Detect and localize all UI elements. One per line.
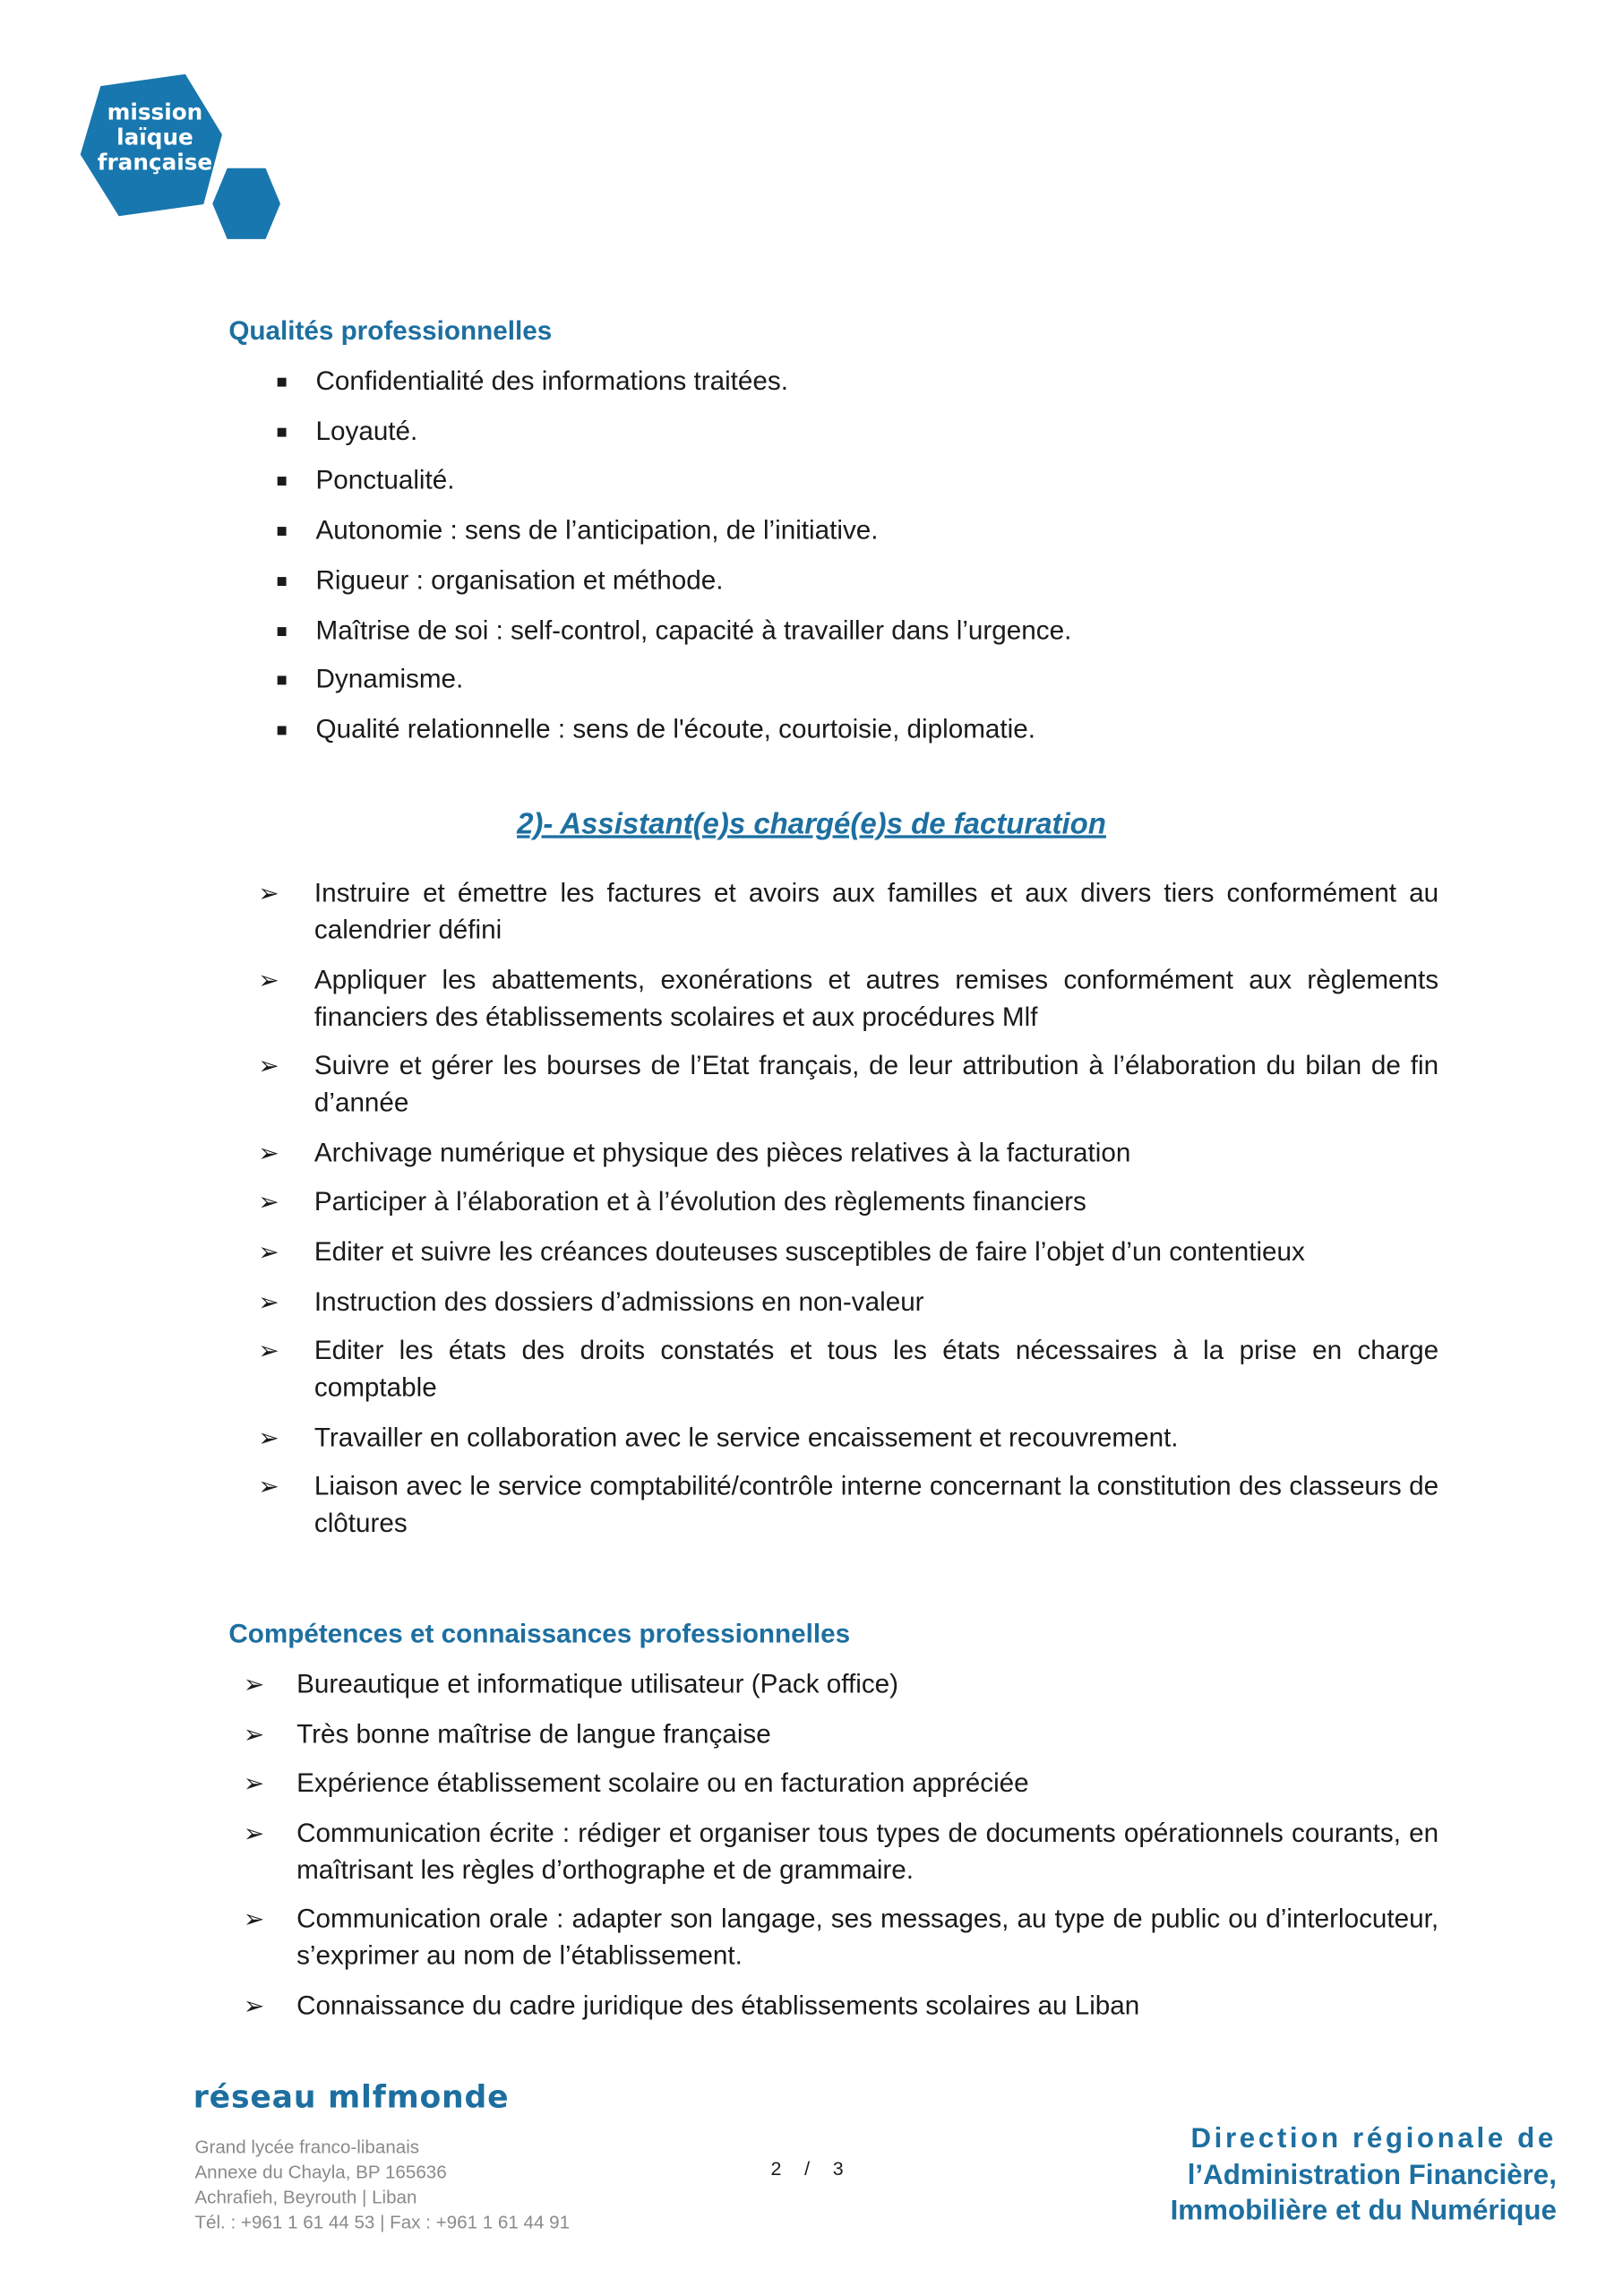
list-item: Ponctualité.	[278, 457, 1429, 507]
list-item: Autonomie : sens de l’anticipation, de l’initiative.	[278, 506, 1429, 556]
list-item: ➢ Editer et suivre les créances douteuses susceptibles de faire l’objet d’un contentieux	[258, 1234, 1438, 1270]
footer-address	[194, 2136, 570, 2236]
competences-list	[244, 1666, 1438, 2037]
square-bullet-icon	[278, 427, 287, 436]
direction-block	[1121, 2122, 1557, 2231]
arrow-bullet-icon: ➢	[243, 1905, 265, 1934]
list-item: ➢ Connaissance du cadre juridique des établissements scolaires au Liban	[244, 1988, 1438, 2025]
qualities-list	[278, 357, 1429, 755]
address-line: Achrafieh, Beyrouth | Liban	[194, 2187, 417, 2208]
competences-heading-wrap	[228, 1619, 850, 1650]
square-bullet-icon	[278, 527, 287, 536]
logo-text: mission laïque française	[97, 99, 213, 176]
square-bullet-icon	[278, 378, 287, 387]
address-line: Tél. : +961 1 61 44 53 | Fax : +961 1 61 44 91	[194, 2212, 571, 2233]
list-item: ➢ Communication écrite : rédiger et organiser tous types de documents opérationnels courants, en maîtrisant les règles d’orthographe et de grammaire.	[244, 1815, 1438, 1888]
arrow-bullet-icon: ➢	[258, 1052, 279, 1081]
direction-line: Direction régionale de	[1190, 2123, 1557, 2155]
list-item: Maîtrise de soi : self-control, capacité à travailler dans l’urgence.	[278, 606, 1429, 656]
list-item: Confidentialité des informations traitées.	[278, 357, 1429, 408]
list-item: ➢ Instruire et émettre les factures et avoirs aux familles et aux divers tiers conformément au calendrier défini	[258, 875, 1438, 949]
arrow-bullet-icon: ➢	[243, 1991, 265, 2021]
arrow-bullet-icon: ➢	[258, 1139, 279, 1167]
arrow-bullet-icon: ➢	[258, 879, 279, 908]
section-title: 2)- Assistant(e)s chargé(e)s de facturation	[517, 808, 1106, 841]
competences-heading: Compétences et connaissances professionnelles	[228, 1619, 851, 1649]
list-item: ➢ Participer à l’élaboration et à l’évolution des règlements financiers	[258, 1184, 1438, 1221]
list-item: Dynamisme.	[278, 656, 1429, 706]
list-item: ➢ Appliquer les abattements, exonérations et autres remises conformément aux règlements financiers des établissements scolaires et aux procédures Mlf	[258, 961, 1438, 1035]
arrow-bullet-icon: ➢	[258, 1188, 279, 1217]
square-bullet-icon	[278, 577, 287, 586]
arrow-bullet-icon: ➢	[258, 966, 279, 994]
list-item: ➢ Expérience établissement scolaire ou en facturation appréciée	[244, 1765, 1438, 1802]
arrow-bullet-icon: ➢	[258, 1473, 279, 1501]
responsibilities-list	[258, 875, 1438, 1555]
page-number: 2 / 3	[770, 2157, 853, 2180]
list-item: Rigueur : organisation et méthode.	[278, 556, 1429, 606]
qualities-heading: Qualités professionnelles	[228, 315, 553, 346]
list-item: ➢ Suivre et gérer les bourses de l’Etat français, de leur attribution à l’élaboration du bilan de fin d’année	[258, 1048, 1438, 1122]
arrow-bullet-icon: ➢	[258, 1238, 279, 1267]
list-item: ➢ Editer les états des droits constatés et tous les états nécessaires à la prise en charge comptable	[258, 1333, 1438, 1406]
list-item: Qualité relationnelle : sens de l'écoute, courtoisie, diplomatie.	[278, 705, 1429, 755]
direction-line: l’Administration Financière,	[1187, 2159, 1557, 2191]
list-item: ➢ Liaison avec le service comptabilité/contrôle interne concernant la constitution des classeurs de clôtures	[258, 1469, 1438, 1543]
address-line: Annexe du Chayla, BP 165636	[194, 2162, 447, 2183]
direction-line: Immobilière et du Numérique	[1170, 2196, 1557, 2227]
list-item: ➢ Très bonne maîtrise de langue française	[244, 1716, 1438, 1752]
network-logo-text: réseau mlfmonde	[193, 2079, 510, 2115]
square-bullet-icon	[278, 726, 287, 735]
list-item: ➢ Communication orale : adapter son langage, ses messages, au type de public ou d’interlocuteur, s’exprimer au nom de l’établissement.	[244, 1901, 1438, 1974]
list-item: ➢ Bureautique et informatique utilisateur (Pack office)	[244, 1666, 1438, 1703]
arrow-bullet-icon: ➢	[243, 1769, 265, 1798]
arrow-bullet-icon: ➢	[243, 1819, 265, 1848]
square-bullet-icon	[278, 676, 287, 685]
qualities-heading-wrap	[228, 316, 552, 348]
square-bullet-icon	[278, 626, 287, 635]
address-line: Grand lycée franco-libanais	[194, 2137, 420, 2158]
list-item: ➢ Travailler en collaboration avec le service encaissement et recouvrement.	[258, 1419, 1438, 1456]
list-item: Loyauté.	[278, 407, 1429, 457]
arrow-bullet-icon: ➢	[258, 1423, 279, 1452]
arrow-bullet-icon: ➢	[243, 1670, 265, 1699]
list-item: ➢ Archivage numérique et physique des pièces relatives à la facturation	[258, 1134, 1438, 1171]
list-item: ➢ Instruction des dossiers d’admissions en non-valeur	[258, 1283, 1438, 1320]
arrow-bullet-icon: ➢	[243, 1720, 265, 1749]
arrow-bullet-icon: ➢	[258, 1337, 279, 1366]
square-bullet-icon	[278, 477, 287, 486]
arrow-bullet-icon: ➢	[258, 1287, 279, 1316]
